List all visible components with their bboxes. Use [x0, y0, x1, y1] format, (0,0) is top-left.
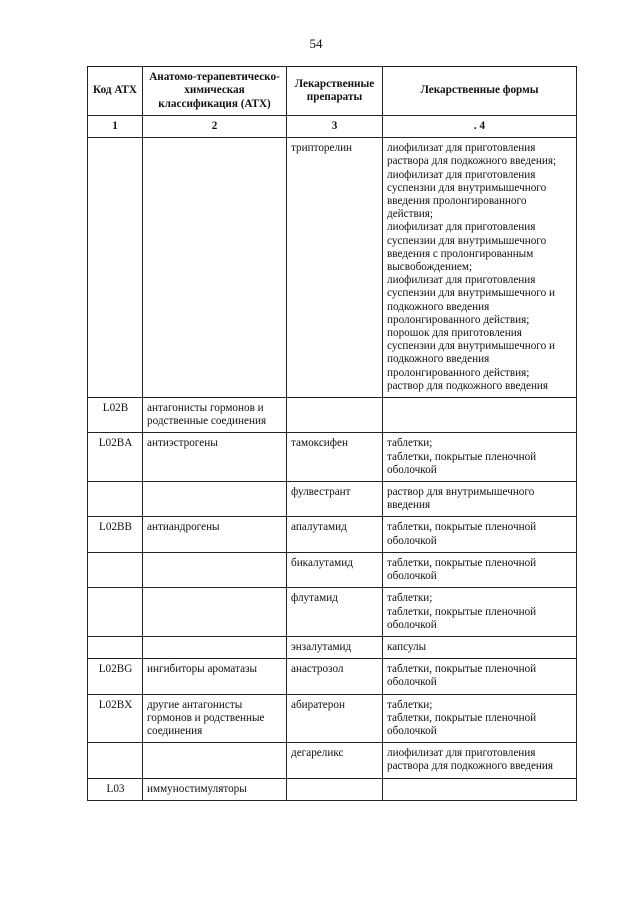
table-row	[88, 588, 577, 637]
dosage-form: таблетки, покрытые пленочной оболочкой	[387, 521, 537, 547]
column-number-3: 3	[287, 116, 383, 138]
dosage-forms-cell	[383, 517, 577, 552]
column-number-4: . 4	[383, 116, 577, 138]
dosage-form: лиофилизат для приготовления суспензии для внутримышечного и подкожного введения пролонгированного действия;	[387, 274, 555, 326]
dosage-forms-cell	[383, 138, 577, 398]
table-row	[88, 636, 577, 658]
dosage-forms-cell	[383, 588, 577, 637]
atx-classification-cell	[143, 138, 287, 398]
table-row	[88, 743, 577, 778]
dosage-form: раствор для подкожного введения	[387, 379, 549, 392]
drug-name-cell: дегареликс	[287, 743, 383, 778]
drug-name-cell	[287, 398, 383, 433]
drug-name-cell: бикалутамид	[287, 552, 383, 587]
dosage-form: таблетки, покрытые пленочной оболочкой	[387, 556, 537, 583]
dosage-form: порошок для приготовления суспензии для внутримышечного и подкожного введения пролонгированного действия;	[387, 327, 555, 379]
header-forms: Лекарственные формы	[383, 67, 577, 116]
atx-classification-cell	[143, 482, 287, 517]
table-body	[88, 138, 577, 801]
dosage-forms-cell	[383, 636, 577, 658]
atx-classification-cell: антиэстрогены	[143, 433, 287, 482]
dosage-form: раствор для внутримышечного введения	[387, 486, 535, 512]
table-row	[88, 138, 577, 398]
table-row	[88, 778, 577, 800]
atx-classification-cell: иммуностимуляторы	[143, 778, 287, 800]
dosage-forms-cell	[383, 659, 577, 694]
atx-code-cell: L02BX	[88, 694, 143, 743]
dosage-form: таблетки;	[387, 698, 433, 711]
dosage-forms-cell	[383, 778, 577, 800]
dosage-forms-cell	[383, 552, 577, 587]
atx-classification-cell	[143, 552, 287, 587]
atx-classification-cell	[143, 743, 287, 778]
column-number-row	[88, 116, 577, 138]
header-code: Код АТХ	[88, 67, 143, 116]
atx-table	[87, 66, 577, 801]
atx-code-cell	[88, 138, 143, 398]
atx-code-cell: L02BA	[88, 433, 143, 482]
atx-classification-cell: другие антагонисты гормонов и родственные соединения	[143, 694, 287, 743]
atx-code-cell	[88, 743, 143, 778]
atx-classification-cell: антагонисты гормонов и родственные соединения	[143, 398, 287, 433]
drug-name-cell: энзалутамид	[287, 636, 383, 658]
page-number: 54	[309, 36, 323, 51]
table-row	[88, 694, 577, 743]
dosage-form: лиофилизат для приготовления суспензии для внутримышечного введения пролонгированного действия;	[387, 168, 547, 221]
dosage-forms-cell	[383, 694, 577, 743]
dosage-form: таблетки, покрытые пленочной оболочкой	[387, 711, 537, 737]
dosage-form: таблетки, покрытые пленочной оболочкой	[387, 663, 537, 689]
drug-name-cell: флутамид	[287, 588, 383, 637]
atx-code-cell	[88, 588, 143, 637]
dosage-form: лиофилизат для приготовления раствора для подкожного введения	[387, 747, 554, 773]
header-drugs: Лекарственные препараты	[287, 67, 383, 116]
table-row	[88, 517, 577, 552]
atx-code-cell: L02B	[88, 398, 143, 433]
drug-name-cell: трипторелин	[287, 138, 383, 398]
dosage-form: таблетки;	[387, 592, 433, 605]
drug-name-cell	[287, 778, 383, 800]
dosage-forms-cell	[383, 398, 577, 433]
dosage-form: капсулы	[387, 640, 427, 653]
dosage-form: таблетки;	[387, 437, 433, 450]
drug-name-cell: абиратерон	[287, 694, 383, 743]
dosage-form: лиофилизат для приготовления суспензии для внутримышечного введения с пролонгированным высвобождением;	[387, 221, 547, 274]
dosage-form: таблетки, покрытые пленочной оболочкой	[387, 605, 537, 631]
dosage-form: таблетки, покрытые пленочной оболочкой	[387, 450, 537, 476]
atx-code-cell: L02BB	[88, 517, 143, 552]
dosage-form: лиофилизат для приготовления раствора для подкожного введения;	[387, 142, 557, 168]
drug-name-cell: апалутамид	[287, 517, 383, 552]
atx-code-cell: L03	[88, 778, 143, 800]
table-row	[88, 659, 577, 694]
drug-name-cell: тамоксифен	[287, 433, 383, 482]
table-row	[88, 482, 577, 517]
atx-classification-cell: ингибиторы ароматазы	[143, 659, 287, 694]
atx-classification-cell	[143, 588, 287, 637]
atx-code-cell	[88, 552, 143, 587]
atx-code-cell	[88, 636, 143, 658]
column-number-2: 2	[143, 116, 287, 138]
header-classification: Анатомо-терапевтическо-химическая классификация (АТХ)	[143, 67, 287, 116]
column-number-1: 1	[88, 116, 143, 138]
table-row	[88, 398, 577, 433]
dosage-forms-cell	[383, 743, 577, 778]
table-row	[88, 433, 577, 482]
atx-code-cell: L02BG	[88, 659, 143, 694]
atx-classification-cell: антиандрогены	[143, 517, 287, 552]
drug-name-cell: фулвестрант	[287, 482, 383, 517]
dosage-forms-cell	[383, 433, 577, 482]
header-row	[88, 67, 577, 116]
atx-code-cell	[88, 482, 143, 517]
drug-name-cell: анастрозол	[287, 659, 383, 694]
table-row	[88, 552, 577, 587]
atx-classification-cell	[143, 636, 287, 658]
dosage-forms-cell	[383, 482, 577, 517]
